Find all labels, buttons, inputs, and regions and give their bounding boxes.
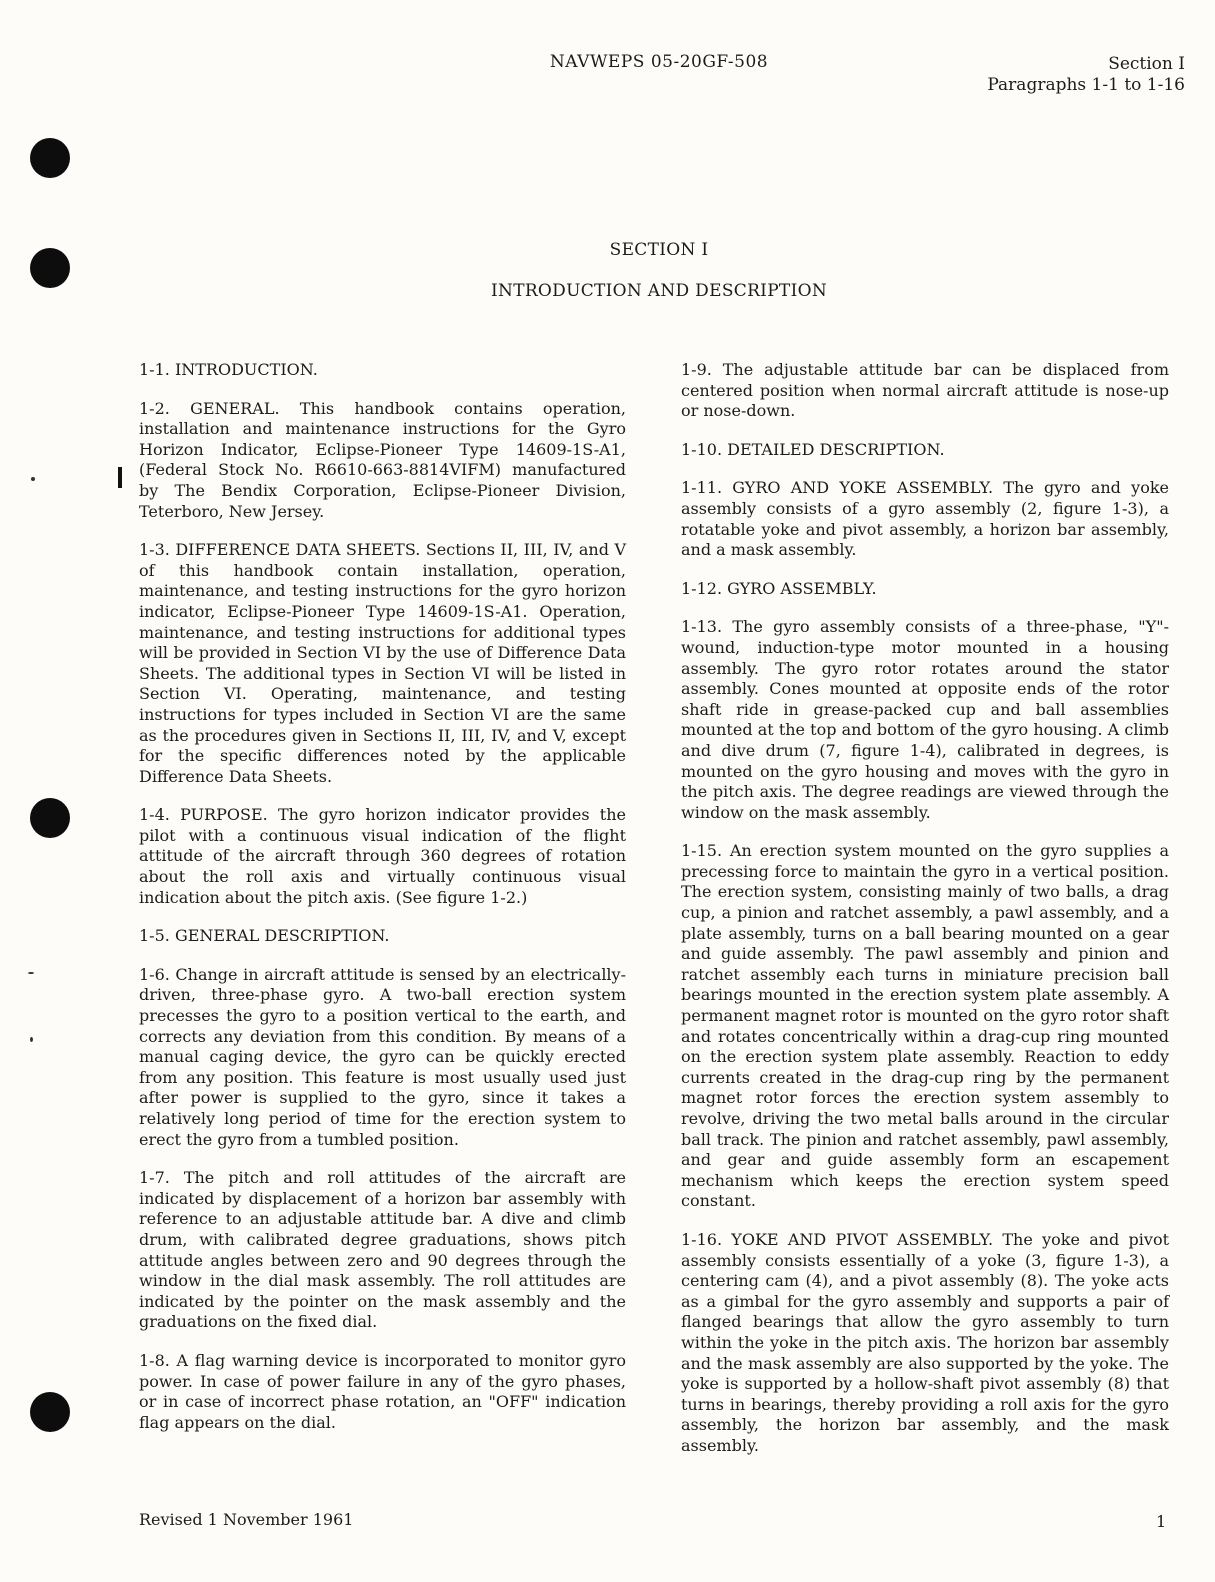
paragraph: 1-13. The gyro assembly consists of a three-phase, "Y"-wound, induction-type motor mounted in a housing assembly. The gyro rotor rotates around the stator assembly. Cones mounted at opposite ends of the rotor shaft ride in grease-packed cup and ball assemblies mounted at the top and bottom of the gyro housing. A climb and dive drum (7, figure 1-4), calibrated in degrees, is mounted on the gyro housing and moves with the gyro in the pitch axis. The degree readings are viewed through the window on the mask assembly. xyxy=(681,617,1169,822)
paragraph: 1-5. GENERAL DESCRIPTION. xyxy=(139,926,390,946)
scan-speck xyxy=(28,972,34,974)
scan-speck xyxy=(30,1037,33,1042)
paragraph: 1-12. GYRO ASSEMBLY. xyxy=(681,578,877,598)
revision-date: Revised 1 November 1961 xyxy=(139,1510,354,1529)
paragraph: 1-10. DETAILED DESCRIPTION. xyxy=(681,439,945,459)
paragraph: 1-15. An erection system mounted on the gyro supplies a precessing force to maintain the gyro in a vertical position. The erection system, consisting mainly of two balls, a drag cup, a pinion and ratchet assembly, a pawl assembly, and a plate assembly, turns on a ball bearing mounted on a gear and guide assembly. The pawl assembly and pinion and ratchet assembly each turns in miniature precision ball bearings mounted in the erection system plate assembly. A permanent magnet rotor is mounted on the gyro rotor shaft and rotates concentrically within a drag-cup ring mounted on the erection system plate assembly. Reaction to eddy currents created in the drag-cup ring by the permanent magnet rotor forces the erection system assembly to revolve, driving the two metal balls around in the circular ball track. The pinion and ratchet assembly, pawl assembly, and gear and guide assembly form an escapement mechanism which keeps the erection system speed constant. xyxy=(681,841,1169,1211)
punch-hole xyxy=(30,798,70,838)
paragraph: 1-3. DIFFERENCE DATA SHEETS. Sections II, III, IV, and V of this handbook contain installation, operation, maintenance, and testing instructions for the gyro horizon indicator, Eclipse-Pioneer Type 14609-1S-A1. Operation, maintenance, and testing instructions for additional types will be provided in Section VI by the use of Difference Data Sheets. The additional types in Section VI will be listed in Section VI. Operating, maintenance, and testing instructions for types included in Section VI are the same as the procedures given in Sections II, III, IV, and V, except for the specific differences noted by the applicable Difference Data Sheets. xyxy=(139,540,626,786)
punch-hole xyxy=(30,1392,70,1432)
paragraph: 1-4. PURPOSE. The gyro horizon indicator provides the pilot with a continuous visual indication of the flight attitude of the aircraft through 360 degrees of rotation about the roll axis and virtually continuous visual indication about the pitch axis. (See figure 1-2.) xyxy=(139,805,626,907)
paragraph: 1-7. The pitch and roll attitudes of the aircraft are indicated by displacement of a horizon bar assembly with reference to an adjustable attitude bar. A dive and climb drum, with calibrated degree graduations, shows pitch attitude angles between zero and 90 degrees through the window in the dial mask assembly. The roll attitudes are indicated by the pointer on the mask assembly and the graduations on the fixed dial. xyxy=(139,1168,626,1332)
paragraph: 1-8. A flag warning device is incorporated to monitor gyro power. In case of power failure in any of the gyro phases, or in case of incorrect phase rotation, an "OFF" indication flag appears on the dial. xyxy=(139,1350,626,1432)
revision-change-bar xyxy=(118,467,122,488)
scan-speck xyxy=(31,477,35,481)
header-right xyxy=(987,54,1185,96)
section-label: Section I xyxy=(1108,54,1185,74)
page-number: 1 xyxy=(1156,1512,1167,1531)
section-subtitle: INTRODUCTION AND DESCRIPTION xyxy=(491,281,827,301)
paragraph-range: Paragraphs 1-1 to 1-16 xyxy=(987,75,1185,95)
paragraph: 1-6. Change in aircraft attitude is sensed by an electrically-driven, three-phase gyro. A two-ball erection system precesses the gyro to a position vertical to the earth, and corrects any deviation from this condition. By means of a manual caging device, the gyro can be quickly erected from any position. This feature is most usually used just after power is supplied to the gyro, since it takes a relatively long period of time for the erection system to erect the gyro from a tumbled position. xyxy=(139,964,626,1149)
paragraph: 1-2. GENERAL. This handbook contains operation, installation and maintenance instructions for the Gyro Horizon Indicator, Eclipse-Pioneer Type 14609-1S-A1, (Federal Stock No. R6610-663-8814VIFM) manufactured by The Bendix Corporation, Eclipse-Pioneer Division, Teterboro, New Jersey. xyxy=(139,398,626,521)
paragraph: 1-1. INTRODUCTION. xyxy=(139,360,318,379)
section-title: SECTION I xyxy=(609,240,709,260)
paragraph: 1-11. GYRO AND YOKE ASSEMBLY. The gyro and yoke assembly consists of a gyro assembly (2, figure 1-3), a rotatable yoke and pivot assembly, a horizon bar assembly, and a mask assembly. xyxy=(681,478,1169,560)
paragraph: 1-9. The adjustable attitude bar can be displaced from centered position when normal aircraft attitude is nose-up or nose-down. xyxy=(681,360,1169,421)
left-column xyxy=(139,360,626,1451)
document-number: NAVWEPS 05-20GF-508 xyxy=(549,52,769,72)
punch-hole xyxy=(30,138,70,178)
right-column xyxy=(681,360,1169,1475)
paragraph: 1-16. YOKE AND PIVOT ASSEMBLY. The yoke and pivot assembly consists essentially of a yoke (3, figure 1-3), a centering cam (4), and a pivot assembly (8). The yoke acts as a gimbal for the gyro assembly and supports a pair of flanged bearings that allow the gyro assembly to turn within the yoke in the pitch axis. The horizon bar assembly and the mask assembly are also supported by the yoke. The yoke is supported by a hollow-shaft pivot assembly (8) that turns in bearings, thereby providing a roll axis for the gyro assembly, the horizon bar assembly, and the mask assembly. xyxy=(681,1229,1169,1455)
